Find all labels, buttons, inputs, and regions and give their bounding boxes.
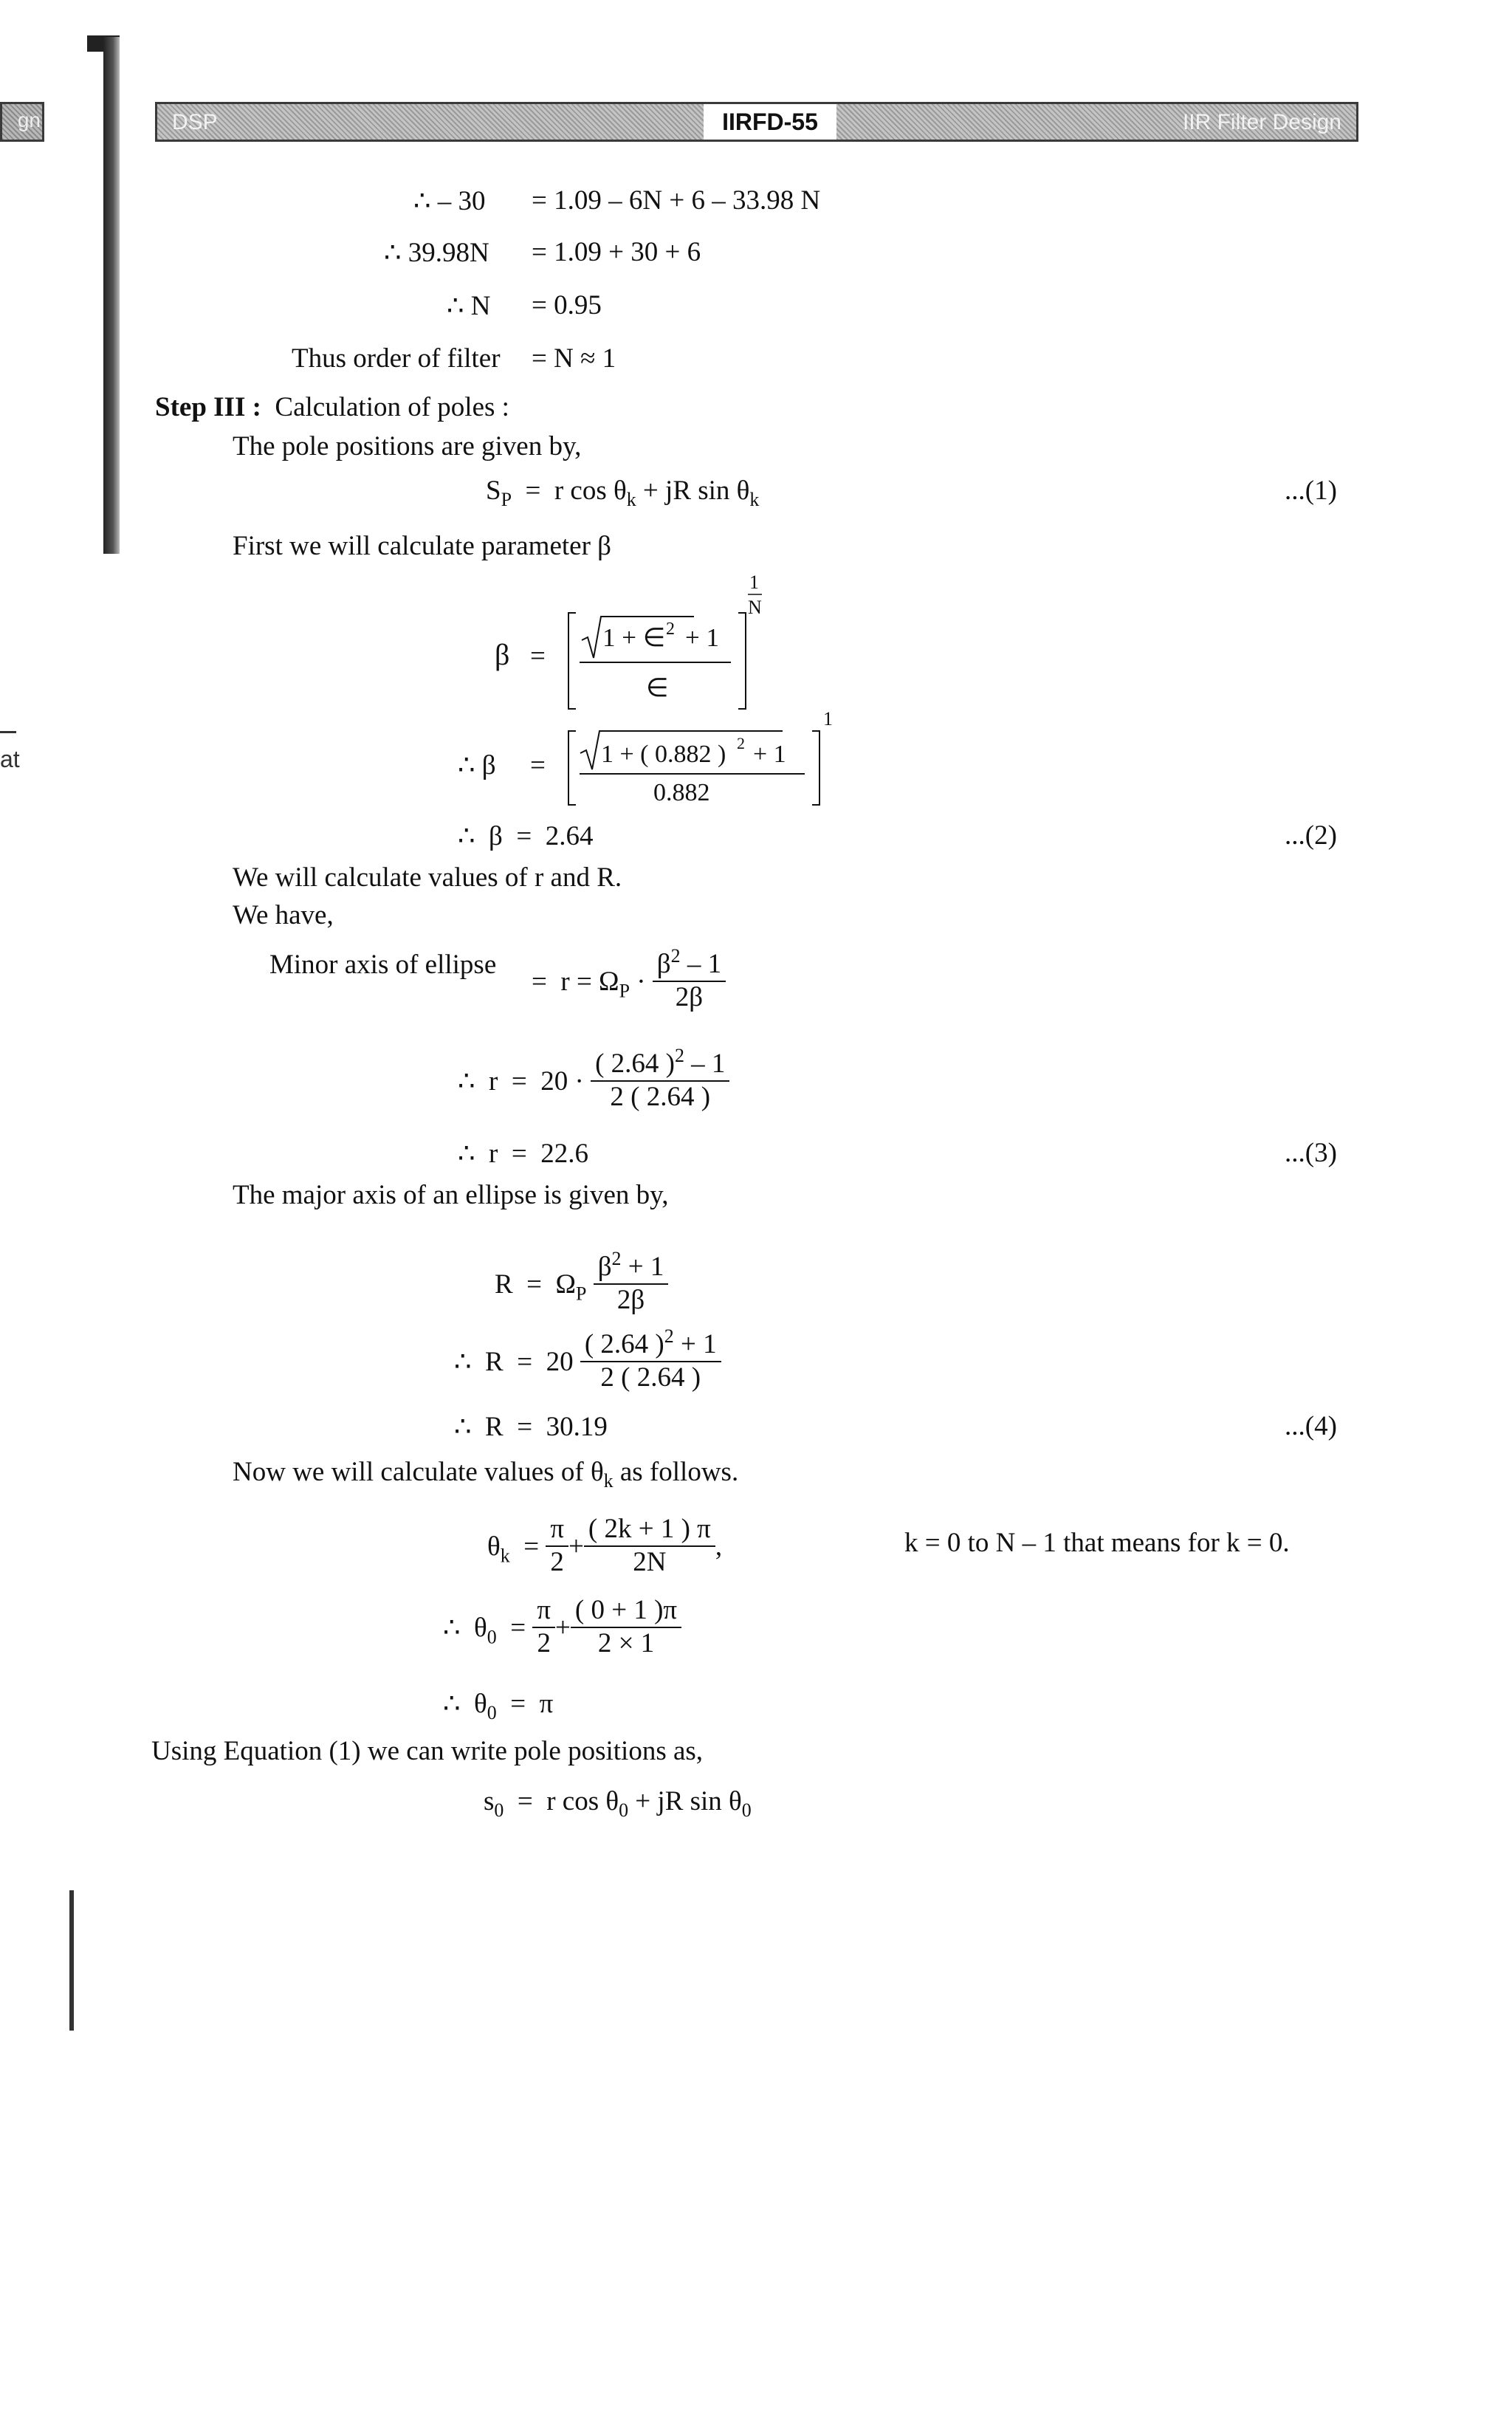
r-result: ∴ r = 22.6 [458, 1139, 588, 1169]
beta-value: 2.64 [545, 821, 594, 851]
equation-tag-2: ...(2) [1285, 820, 1337, 851]
using-equation-1: Using Equation (1) we can write pole positions as, [151, 1736, 704, 1766]
major-axis-formula: $R = \Omega_P$ $\frac{\beta^2 + 1}{2\beta}$ [495, 1252, 668, 1316]
beta-intro: First we will calculate parameter β [233, 531, 611, 561]
theta-0-pi-fraction: $\frac{\pi}{2}$ [532, 1595, 555, 1659]
pole-intro: The pole positions are given by, [233, 431, 582, 461]
binding-mark [69, 1890, 74, 2031]
svg-text:2: 2 [737, 734, 745, 752]
svg-text:+ 1: + 1 [685, 623, 719, 652]
svg-text:1 + ( 0.882 ): 1 + ( 0.882 ) [601, 741, 726, 768]
theta-0-result: ∴ $\theta_0 = \pi$ [443, 1689, 554, 1724]
eq-line-1-lhs: ∴ – 30 [413, 186, 486, 216]
side-tab [0, 102, 44, 142]
binding-edge [103, 37, 120, 554]
beta-numeric [443, 709, 856, 816]
svg-text:2: 2 [666, 620, 675, 639]
step-title: Calculation of poles : [275, 392, 509, 422]
margin-rule [0, 731, 16, 733]
theta-0-value: π [539, 1689, 554, 1719]
step-heading [155, 391, 509, 423]
eq-line-3-lhs: ∴ N [447, 291, 491, 321]
beta-formula [495, 572, 775, 716]
eq-line-3-rhs: = 0.95 [532, 290, 602, 320]
R-numeric: ∴ R = 20 $\frac{( 2.64 )^2 + 1}{2 ( 2.64 )}$ [454, 1329, 721, 1393]
major-axis-fraction: $\frac{\beta^2 + 1}{2\beta}$ [594, 1252, 669, 1316]
r-numeric: ∴ r = 20 · $\frac{( 2.64 )^2 - 1}{2 ( 2.64 )}$ [458, 1049, 729, 1113]
svg-text:N: N [748, 597, 762, 618]
svg-text:β: β [495, 638, 510, 671]
equation-tag-1: ...(1) [1285, 476, 1337, 506]
header-page-number: IIRFD-55 [704, 104, 836, 140]
svg-text:+ 1: + 1 [753, 741, 786, 768]
step-label: Step III : [155, 392, 261, 422]
header-left: DSP [172, 110, 218, 134]
theta-0-main-fraction: $\frac{( 0 + 1 )\pi}{2 \times 1}$ [571, 1595, 681, 1659]
equation-tag-4: ...(4) [1285, 1411, 1337, 1441]
r-intro: We will calculate values of r and R. [233, 862, 622, 893]
R-result: ∴ R = 30.19 [454, 1412, 608, 1442]
minor-axis-fraction: $\frac{\beta^2 - 1}{2\beta}$ [653, 949, 726, 1013]
theta-intro-a: Now we will calculate values of θ [233, 1457, 604, 1487]
beta-formula-graphic [495, 572, 775, 713]
theta-0-numeric: ∴ $\theta_0$ = $\frac{\pi}{2}$ + $\frac{( 0 + 1 )\pi}{2 \times 1}$ [443, 1595, 681, 1659]
svg-text:=: = [530, 750, 546, 780]
equation-1: $S_P = r$ $\cos \theta_k$ + jR $\sin \theta_k$ [486, 476, 760, 511]
beta-numeric-graphic [443, 709, 856, 812]
minor-axis-label: Minor axis of ellipse [269, 950, 497, 980]
svg-text:0.882: 0.882 [653, 779, 710, 806]
R-numeric-fraction: $\frac{( 2.64 )^2 + 1}{2 ( 2.64 )}$ [580, 1329, 721, 1393]
R-value: 30.19 [546, 1412, 608, 1442]
beta-result: ∴ β = 2.64 [458, 821, 594, 851]
theta-k-main-fraction: $\frac{( 2k + 1 ) \pi}{2N}$ [584, 1514, 715, 1578]
minor-axis-formula: = $r = \Omega_P$ · $\frac{\beta^2 - 1}{2\beta}$ [532, 949, 726, 1013]
eq-line-2-lhs: ∴ 39.98N [384, 238, 489, 268]
svg-text:1 + ∈: 1 + ∈ [602, 623, 666, 652]
svg-text:∴ β: ∴ β [458, 750, 496, 780]
theta-k-formula: $\theta_k$ = $\frac{\pi}{2}$ + $\frac{( 2k + 1 ) \pi}{2N}$ , [487, 1514, 723, 1577]
svg-text:1: 1 [823, 709, 833, 730]
pole-s0-formula: $s_0 = r$ $\cos \theta_0$ + jR $\sin \theta_0$ [484, 1786, 752, 1822]
filter-order-lhs: Thus order of filter [292, 343, 501, 374]
theta-intro [233, 1456, 739, 1492]
header-right: IIR Filter Design [1182, 110, 1341, 134]
theta-intro-b: as follows. [613, 1457, 739, 1487]
eq-line-2-rhs: = 1.09 + 30 + 6 [532, 237, 701, 267]
equation-tag-3: ...(3) [1285, 1138, 1337, 1168]
margin-fragment: at [0, 746, 20, 772]
k-range-note: k = 0 to N – 1 that means for k = 0. [904, 1528, 1290, 1558]
major-axis-intro: The major axis of an ellipse is given by, [233, 1180, 669, 1210]
theta-k-pi-fraction: $\frac{\pi}{2}$ [546, 1514, 568, 1578]
r-value: 22.6 [540, 1139, 588, 1169]
svg-text:1: 1 [749, 572, 759, 593]
svg-text:=: = [530, 641, 546, 671]
eq-line-1-rhs: = 1.09 – 6N + 6 – 33.98 N [532, 185, 821, 216]
r-numeric-fraction: $\frac{( 2.64 )^2 - 1}{2 ( 2.64 )}$ [591, 1049, 729, 1113]
filter-order-rhs: = N ≈ 1 [532, 343, 616, 374]
we-have: We have, [233, 900, 334, 930]
svg-text:∈: ∈ [646, 673, 669, 702]
running-header [155, 102, 1358, 142]
theta-intro-sub: k [603, 1470, 614, 1492]
side-tab-text: gn [17, 109, 41, 131]
